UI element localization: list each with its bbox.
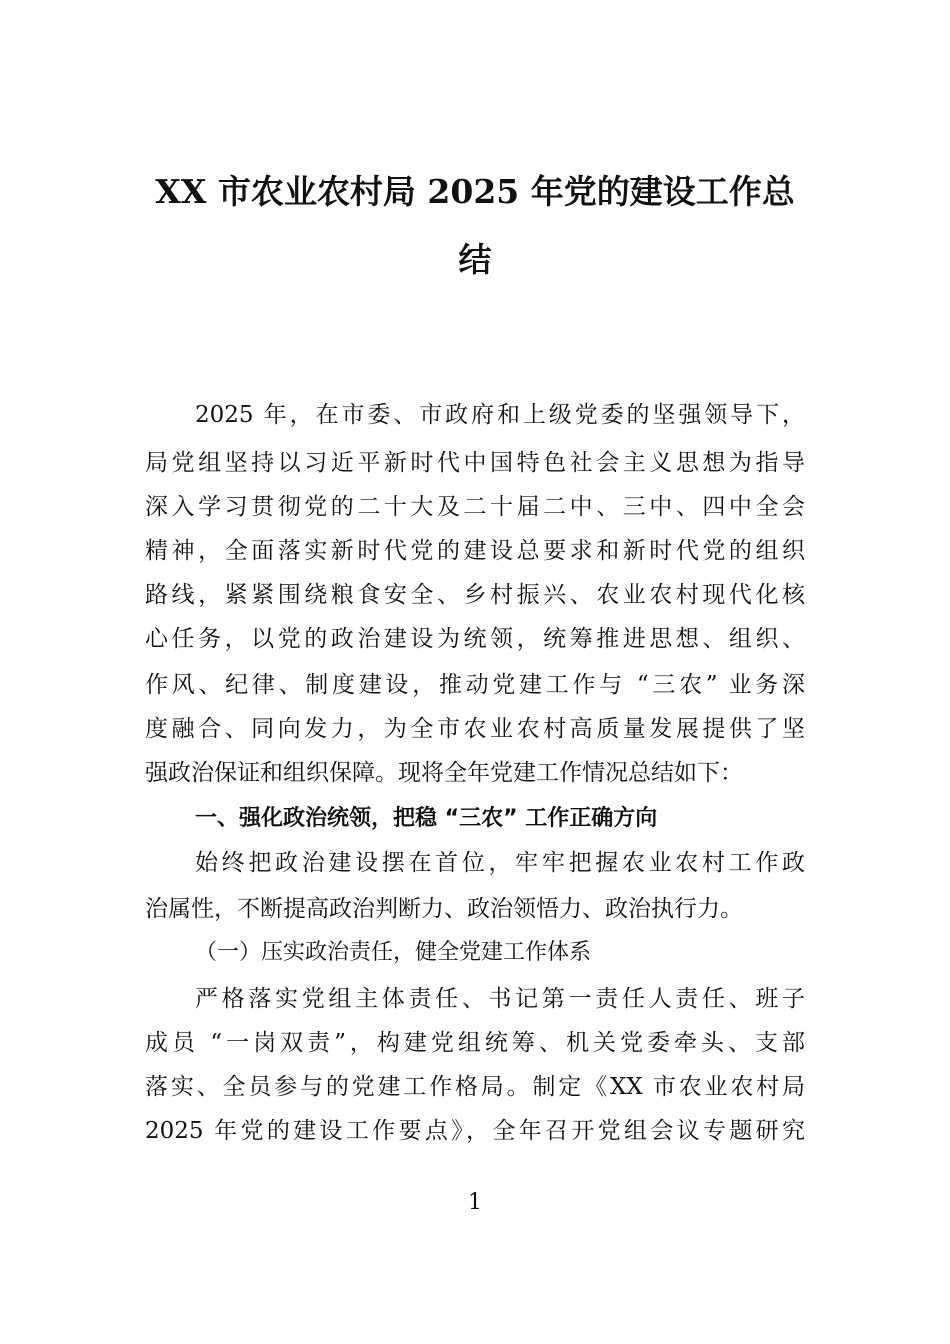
section-1-paragraph-line: 始终把政治建设摆在首位，牢牢把握农业农村工作政 (195, 850, 805, 876)
subsection-1-paragraph-line: 落实、全员参与的党建工作格局。制定《XX 市农业农村局 (145, 1074, 805, 1100)
document-title-line-2: 结 (458, 240, 492, 279)
page-number: 1 (468, 1190, 482, 1215)
subsection-1-paragraph-line: 严格落实党组主体责任、书记第一责任人责任、班子 (195, 986, 805, 1012)
subsection-1-paragraph-line: 成员 “一岗双责”，构建党组统筹、机关党委牵头、支部 (145, 1030, 805, 1056)
intro-line: 局党组坚持以习近平新时代中国特色社会主义思想为指导 (145, 450, 805, 476)
intro-line: 路线，紧紧围绕粮食安全、乡村振兴、农业农村现代化核 (145, 582, 805, 608)
intro-line: 度融合、同向发力，为全市农业农村高质量发展提供了坚 (145, 716, 805, 742)
section-1-paragraph-line: 治属性，不断提高政治判断力、政治领悟力、政治执行力。 (145, 896, 743, 922)
intro-line: 强政治保证和组织保障。现将全年党建工作情况总结如下： (145, 760, 743, 786)
subsection-1-paragraph-line: 2025 年党的建设工作要点》，全年召开党组会议专题研究 (145, 1118, 805, 1144)
intro-line: 心任务，以党的政治建设为统领，统筹推进思想、组织、 (145, 626, 805, 652)
intro-line: 作风、纪律、制度建设，推动党建工作与 “三农” 业务深 (145, 672, 805, 698)
section-1-heading: 一、强化政治统领，把稳 “三农” 工作正确方向 (195, 806, 658, 831)
subsection-1-heading: （一）压实政治责任，健全党建工作体系 (195, 940, 592, 965)
document-title-line-1: XX 市农业农村局 2025 年党的建设工作总 (155, 172, 795, 211)
intro-line: 2025 年，在市委、市政府和上级党委的坚强领导下， (195, 402, 805, 428)
intro-line: 精神，全面落实新时代党的建设总要求和新时代党的组织 (145, 538, 805, 564)
intro-line: 深入学习贯彻党的二十大及二十届二中、三中、四中全会 (145, 494, 805, 520)
